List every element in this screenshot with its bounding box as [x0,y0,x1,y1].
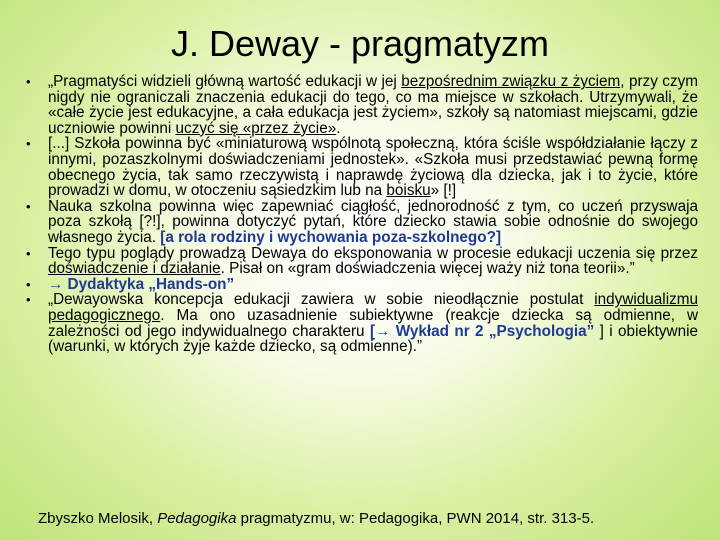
text-segment: „Dewayowska koncepcja edukacji zawiera w sobie nieodłącznie postulat [48,291,595,309]
citation-rest: pragmatyzmu, w: Pedagogika, PWN 2014, str. 313-5. [236,510,595,527]
text-segment: . Pisał on «gram doświadczenia więcej waży niż tona teorii».” [220,260,635,278]
bullet-item [18,199,698,246]
underlined-text: indywidualizmu pedagogicznego [48,291,698,324]
highlight-text: → Dydaktyka „Hands-on” [48,275,235,293]
text-segment: . [336,119,341,137]
bullet-item [18,136,698,198]
text-segment: . Ma ono uzasadnienie subiektywne (reakcje dziecka są odmienne, w zależności od jego indywidualnego charakteru [48,306,698,340]
text-segment: Tego typu poglądy prowadzą Dewaya do eksponowania w procesie edukacji uczenia się przez [48,244,698,262]
page-title: J. Deway - pragmatyzm [170,23,550,64]
highlight-text: [→ Wykład nr 2 „Psychologia” [369,322,595,340]
bullet-item [18,277,698,293]
citation-italic: Pedagogika [157,510,237,527]
text-segment: , przy czym nigdy nie ograniczali znaczenia edukacji do tego, co ma miejsce w szkołach. Utrzymywali, że «całe życie jest edukacyjne, a cała edukacja jest życiem», szkoły są natomiast miejscami, gdzie uczniowie powinni [48,73,698,137]
text-segment: [...] Szkoła powinna być «miniaturową wspólnotą społeczną, która ściśle współdziałanie łączy z innymi, pozaszkolnymi doświadczeniami jednostek». «Szkoła musi przedstawiać pewną formę obecnego życia, tak samo rzeczywistą i naprawdę życiową dla dziecka, jak i to życie, które prowadzi w domu, w otoczeniu sąsiedzkim lub na [48,135,698,200]
bullet-item [18,246,698,277]
underlined-text: uczyć się «przez życie» [175,119,337,137]
text-segment: Nauka szkolna powinna więc zapewniać ciągłość, jednorodność z tym, co uczeń przyswaja poza szkołą [?!], powinna dotyczyć pytań, które dziecko stawia sobie odnośnie do swojego własnego życia. [48,197,698,246]
bullet-item [18,292,698,354]
bullet-item [18,74,698,136]
highlight-text: [a rola rodziny i wychowania poza-szkolnego?] [160,228,502,246]
bullet-list [18,74,698,355]
underlined-text: doświadczenie i działanie [48,260,221,278]
text-segment: » [!] [430,182,457,200]
citation-author: Zbyszko Melosik, [38,510,158,527]
text-segment: „Pragmatyści widzieli główną wartość edukacji w jej [48,73,402,90]
underlined-text: bezpośrednim związku z życiem [401,73,621,90]
text-segment: ] i obiektywnie (warunki, w których żyje każde dziecko, są odmienne).” [48,322,698,356]
citation-footer [38,510,594,528]
underlined-text: boisku [386,182,431,200]
